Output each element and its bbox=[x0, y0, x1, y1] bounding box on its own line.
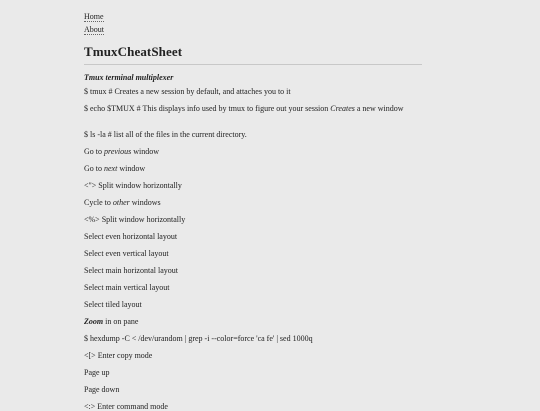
line-echo-tmux-em: Creates bbox=[330, 104, 355, 113]
section-subtitle: Tmux terminal multiplexer bbox=[84, 73, 174, 82]
line-ls: $ ls -la # list all of the files in the current directory. bbox=[84, 130, 247, 139]
line-main-horizontal: Select main horizontal layout bbox=[84, 266, 178, 275]
line-next-window bbox=[84, 164, 145, 173]
line-main-vertical: Select main vertical layout bbox=[84, 283, 170, 292]
line-prev-window bbox=[84, 147, 159, 156]
line-echo-tmux bbox=[84, 104, 422, 113]
line-zoom-em: Zoom bbox=[84, 317, 104, 326]
nav-home-link[interactable]: Home bbox=[84, 12, 104, 21]
line-prev-window-em: previous bbox=[104, 147, 132, 156]
line-page-down: Page down bbox=[84, 385, 120, 394]
line-even-horizontal: Select even horizontal layout bbox=[84, 232, 178, 241]
line-zoom bbox=[84, 317, 138, 326]
line-next-window-c: window bbox=[117, 164, 146, 173]
line-echo-tmux-part3: a new window bbox=[354, 104, 404, 113]
line-copy-mode: <[> Enter copy mode bbox=[84, 351, 153, 360]
site-nav bbox=[84, 12, 104, 38]
title-divider bbox=[84, 64, 422, 65]
line-cycle-c: windows bbox=[129, 198, 161, 207]
line-next-window-a: Go to bbox=[84, 164, 104, 173]
line-cycle-windows bbox=[84, 198, 161, 207]
line-prev-window-c: window bbox=[131, 147, 160, 156]
line-split-quote: <"> Split window horizontally bbox=[84, 181, 182, 190]
line-zoom-rest: in on pane bbox=[103, 317, 139, 326]
line-even-vertical: Select even vertical layout bbox=[84, 249, 169, 258]
line-echo-tmux-part1: $ echo $TMUX # This displays info used by tmux to figure out your session bbox=[84, 104, 331, 113]
line-next-window-em: next bbox=[104, 164, 118, 173]
line-tiled: Select tiled layout bbox=[84, 300, 142, 309]
line-command-mode: <:> Enter command mode bbox=[84, 402, 168, 411]
line-cycle-em: other bbox=[112, 198, 130, 207]
nav-about-link[interactable]: About bbox=[84, 25, 104, 34]
line-cycle-a: Cycle to bbox=[84, 198, 113, 207]
line-prev-window-a: Go to bbox=[84, 147, 104, 156]
line-tmux: $ tmux # Creates a new session by default, and attaches you to it bbox=[84, 87, 291, 96]
line-page-up: Page up bbox=[84, 368, 110, 377]
page-title: TmuxCheatSheet bbox=[84, 44, 183, 59]
line-hexdump: $ hexdump -C < /dev/urandom | grep -i --color=force 'ca fe' | sed 1000q bbox=[84, 334, 313, 343]
line-split-percent: <%> Split window horizontally bbox=[84, 215, 186, 224]
